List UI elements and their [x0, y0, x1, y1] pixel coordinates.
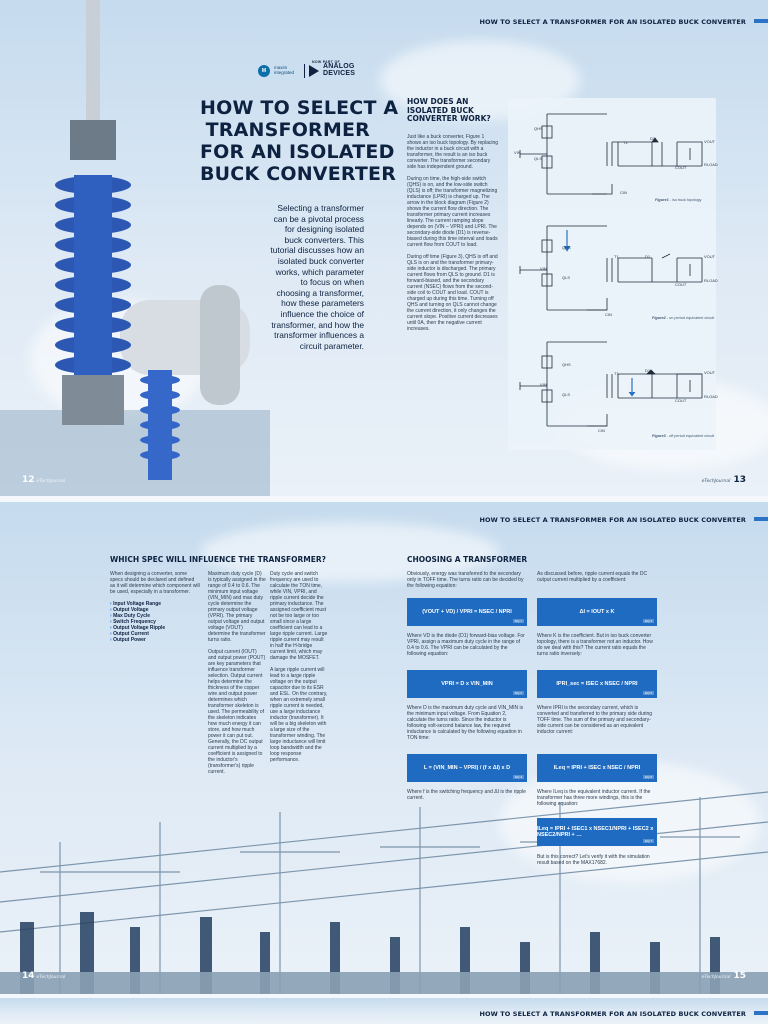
page-number-15 [700, 971, 746, 981]
fig3-caption-text: - off period equivalent circuit [666, 434, 715, 438]
body-paragraph-1: Just like a buck converter, Figure 1 shows an iso buck topology. By replacing the inductor in a buck circuit with a transformer, the result is an iso buck converter. The transformer secondary side has independent ground. [407, 134, 499, 170]
magazine-spread-pages-14-15 [0, 502, 768, 994]
body-column-p15-a [407, 571, 527, 595]
equation-6-tag: EQ 6 [645, 775, 652, 779]
body-paragraph: Where D is the maximum duty cycle and VIN_MIN is the minimum input voltage. From Equation 2, calculate the turns ratio. Since the inductor is following volt-second balance law, the required inductance is calculated by the following equation in TON time: [407, 705, 524, 741]
magazine-spread-pages-12-13 [0, 0, 768, 496]
folio-left-pub: eTechJournal [36, 975, 66, 980]
equation-7 [537, 818, 657, 846]
now-part-of-label: NOW PART OF [312, 60, 340, 64]
body-column-p14-b [208, 571, 266, 781]
spec-list-item: › Output Voltage [110, 607, 200, 613]
folio-right-pub: eTechJournal [701, 975, 731, 980]
fig1-label-qls: QLS [534, 156, 543, 161]
body-column-p15-b5 [537, 854, 657, 872]
fig2-label-qls: QLS [562, 275, 571, 280]
body-paragraph-2: During on time, the high-side switch (QHS) is on, and the low-side switch (QLS) is off; the transformer magnetizing inductance (LPRI) is charged up. The arrow in the block diagram (Figure 2) shows the current flow direction. The transformer primary current increases linearly. The current ramping slope depends on (VIN – VPRI) and LPRI. The secondary-side diode (D1) is reverse-biased during this time interval and loads current flow from COUT to load. [407, 176, 498, 248]
fig1-label-qhs: QHS [534, 126, 543, 131]
page-number-14 [22, 971, 65, 981]
equation-5-tag: EQ 5 [645, 691, 652, 695]
fig2-label-t1: T1 [614, 254, 619, 259]
body-column-p15-a4 [407, 789, 527, 807]
fig1-label-rload: RLOAD [704, 162, 718, 167]
body-column-p15-b2 [537, 633, 657, 663]
equation-1-text: (VOUT + VD) / VPRI = NSEC / NPRI [422, 609, 512, 615]
fig3-label-qls: QLS [562, 392, 571, 397]
body-paragraph: Obviously, energy was transferred to the secondary only in TOFF time. The turns ratio can be decided by the following equation: [407, 571, 524, 589]
body-column-p14-c [270, 571, 328, 769]
maxim-logo-text: maxim integrated [274, 65, 295, 75]
fig2-label-vin: VIN [540, 266, 547, 271]
fig2-caption-label: Figure2 [652, 316, 666, 320]
folio-right-number: 13 [733, 475, 746, 485]
fig1-label-vin: VIN [514, 150, 521, 155]
title-line-4: BUCK CONVERTER [200, 163, 397, 185]
fig1-label-t1: T1 [623, 140, 628, 145]
title-line-3: FOR AN ISOLATED [200, 141, 395, 163]
section-heading-how-it-works: HOW DOES AN ISOLATED BUCK CONVERTER WORK? [407, 97, 491, 123]
body-paragraph-3: During off time (Figure 3), QHS is off and QLS is on and the transformer primary-side inductor is discharged. The primary current flows from QLS to ground. D1 is forward-biased, and the secondary current (NSEC) flows from the second-side coil to COUT and load. COUT is charged up during this time. Turning off QHS and turning on QLS cannot change the current direction, it only changes the current slope. Positive current decreases until 0A, then the negative current increases. [407, 254, 498, 332]
equation-4-text: ΔI = IOUT x K [579, 609, 615, 615]
figure-1-iso-buck-schematic [512, 104, 712, 204]
fig3-caption-label: Figure3 [652, 434, 666, 438]
running-head-bar [754, 19, 768, 23]
folio-left-pub: eTechJournal [36, 479, 66, 484]
adi-logo-icon [309, 65, 319, 77]
equation-1-tag: EQ 1 [515, 619, 522, 623]
equation-2 [407, 670, 527, 698]
equation-2-tag: EQ 2 [515, 691, 522, 695]
section-heading-choosing: CHOOSING A TRANSFORMER [407, 555, 528, 564]
running-head: HOW TO SELECT A TRANSFORMER FOR AN ISOLATED BUCK CONVERTER [479, 1010, 746, 1018]
maxim-logo-icon: M [258, 65, 270, 77]
body-paragraph: But is this correct? Let's verify it with the simulation result based on the MAX17682. [537, 854, 650, 866]
body-column-p15-a2 [407, 633, 527, 663]
folio-right-pub: eTechJournal [701, 479, 731, 484]
transformer-insulator-photo [0, 0, 270, 496]
equation-3 [407, 754, 527, 782]
fig1-label-cout: COUT [675, 165, 687, 170]
logo-divider [304, 64, 305, 78]
equation-2-text: VPRI = D x VIN_MIN [441, 681, 493, 687]
fig2-label-cin: CIN [605, 312, 612, 317]
fig2-label-cout: COUT [675, 282, 687, 287]
equation-5 [537, 670, 657, 698]
fig3-label-vin: VIN [540, 382, 547, 387]
body-column-p15-b4 [537, 789, 657, 813]
fig2-label-d1: D1 [645, 254, 651, 259]
fig3-label-qhs: QHS [562, 362, 571, 367]
fig2-caption-text: - on period equivalent circuit [666, 316, 715, 320]
fig1-caption-text: - iso buck topology [669, 198, 702, 202]
figure-2-caption [652, 316, 714, 320]
running-head-bar [754, 517, 768, 521]
equation-4-tag: EQ 4 [645, 619, 652, 623]
fig2-label-vout: VOUT [704, 254, 716, 259]
adi-logo-text-2: DEVICES [323, 70, 356, 77]
running-head-bar [754, 1011, 768, 1015]
body-column-p15-b3 [537, 705, 657, 741]
body-column-p14-a [110, 571, 200, 643]
fig3-label-cout: COUT [675, 398, 687, 403]
figure-1-caption [655, 198, 701, 202]
folio-left-number: 14 [22, 971, 35, 981]
body-paragraph: Where IPRI is the secondary current, which is converted and transferred to the primary side during TOFF time. The sum of the primary and secondary-side current can be considered as an equivalent inductor current: [537, 705, 653, 735]
intro-paragraph: When designing a converter, some specs should be declared and defined as it will determine which component will be used, especially in a transformer. [110, 571, 200, 595]
page-number-12 [22, 475, 65, 485]
body-column-p15-a3 [407, 705, 527, 747]
spec-list [110, 601, 200, 643]
equation-3-text: L = (VIN_MIN – VPRI) / (f x ΔI) x D [423, 765, 511, 771]
running-head: HOW TO SELECT A TRANSFORMER FOR AN ISOLATED BUCK CONVERTER [479, 18, 746, 26]
body-paragraph: Where VD is the diode (D1) forward-bias voltage. For VPRI, assign a maximum duty cycle in the range of 0.4 to 0.6. The VPRI can be calculated by the following equation: [407, 633, 525, 657]
spec-list-item: › Switch Frequency [110, 619, 200, 625]
spec-list-item: › Output Current [110, 631, 200, 637]
fig2-label-rload: RLOAD [704, 278, 718, 283]
equation-4 [537, 598, 657, 626]
fig3-label-cin: CIN [598, 428, 605, 433]
body-paragraph: A large ripple current will lead to a large ripple voltage on the output capacitor due to its ESR and ESL. On the contrary, when an extremely small ripple current is needed, use a large inductance inductor (transformer). It will be a big skeleton with a large size of the transformer winding. The large inductance will limit loop bandwidth and the loop response performance. [270, 667, 328, 763]
title-line-2: TRANSFORMER [205, 119, 370, 141]
title-line-1: HOW TO SELECT A [200, 97, 399, 119]
folio-right-number: 15 [733, 971, 746, 981]
equation-1 [407, 598, 527, 626]
magazine-spread-partial [0, 998, 768, 1024]
fig3-label-vout: VOUT [704, 370, 716, 375]
article-lede: Selecting a transformer can be a pivotal process for designing isolated buck converters. This tutorial discusses how an isolated buck converter works, which parameter to focus on when choosing a transformer, how these parameters influence the choice of transformer, and how the transformer influences a circuit parameter. [270, 203, 364, 351]
equation-6 [537, 754, 657, 782]
article-title [200, 97, 399, 185]
body-column-p15-b [537, 571, 657, 589]
folio-left-number: 12 [22, 475, 35, 485]
body-paragraph: Where ILeq is the equivalent inductor current. If the transformer has three more windings, this is the following equation: [537, 789, 651, 807]
equation-6-text: ILeq = IPRI + ISEC x NSEC / NPRI [553, 765, 641, 771]
fig1-label-vout: VOUT [704, 139, 716, 144]
running-head: HOW TO SELECT A TRANSFORMER FOR AN ISOLATED BUCK CONVERTER [479, 516, 746, 524]
body-paragraph: Duty cycle and switch frequency are used to calculate the TON time, while VIN, VPRI, and ripple current decide the primary inductance. The assigned coefficient must not be too large or too small since a large coefficient can lead to a large ripple current. Large ripple current may result in half the H-bridge current limit, which may damage the MOSFET. [270, 571, 328, 661]
section-heading-which-spec: WHICH SPEC WILL INFLUENCE THE TRANSFORMER? [110, 555, 327, 564]
fig3-label-d1: D1 [645, 368, 651, 373]
body-column-page13 [407, 134, 499, 338]
fig3-label-rload: RLOAD [704, 394, 718, 399]
spec-list-item: › Max Duty Cycle [110, 613, 200, 619]
fig2-label-qhs: QHS [562, 245, 571, 250]
body-paragraph: As discussed before, ripple current equals the DC output current multiplied by a coefficient: [537, 571, 648, 583]
body-paragraph: Maximum duty cycle (D) is typically assigned in the range of 0.4 to 0.6. The minimum input voltage (VIN_MIN) and max duty cycle determine the primary output voltage (VPRI). The primary output voltage and output voltage (VOUT) determine the transformer turns ratio. [208, 571, 266, 643]
spec-list-item: › Output Power [110, 637, 200, 643]
equation-7-tag: EQ 7 [645, 839, 652, 843]
fig1-caption-label: Figure1 [655, 198, 669, 202]
fig1-label-d1: D1 [650, 136, 656, 141]
spec-list-item: › Output Voltage Ripple [110, 625, 200, 631]
body-paragraph: Output current (IOUT) and output power (POUT) are key parameters that influence transformer selection. Output current helps determine the thickness of the copper wire and output power determines which transformer skeleton is used. The permeability of the skeleton indicates how much energy it can store, and how much power it can put out. Generally, the DC output current multiplied by a coefficient is assigned to the inductor's (transformer's) ripple current. [208, 649, 266, 775]
fig1-label-cin: CIN [620, 190, 627, 195]
equation-3-tag: EQ 3 [515, 775, 522, 779]
figure-3-caption [652, 434, 714, 438]
equation-5-text: IPRI_sec = ISEC x NSEC / NPRI [556, 681, 638, 687]
page-number-13 [700, 475, 746, 485]
body-paragraph: Where f is the switching frequency and ΔI is the ripple current. [407, 789, 526, 801]
body-paragraph: Where K is the coefficient. But in iso buck converter topology, there is a transformer not an inductor. How do we deal with this? The current ratio equals the turns ratio inversely: [537, 633, 653, 657]
equation-7-text: ILeq = IPRI + ISEC1 x NSEC1/NPRI + ISEC2 x NSEC2/NPRI + … [537, 826, 654, 838]
spec-list-item: › Input Voltage Range [110, 601, 200, 607]
brand-logo [258, 64, 355, 78]
adi-logo-text-1: ANALOG [323, 63, 355, 71]
fig3-label-t1: T1 [614, 371, 619, 376]
